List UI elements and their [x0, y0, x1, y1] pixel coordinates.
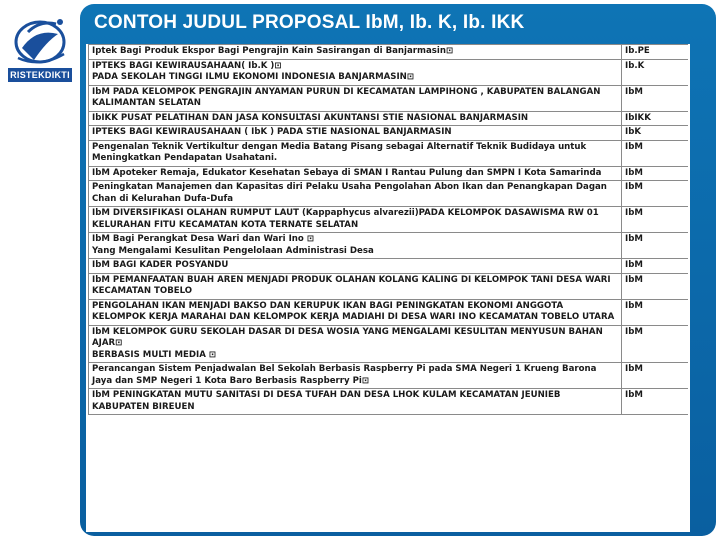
proposal-title-cell: IbM KELOMPOK GURU SEKOLAH DASAR DI DESA WOSIA YANG MENGALAMI KESULITAN MENYUSUN BAHAN AJAR⊡ BERBASIS MULTI MEDIA ⊡: [89, 325, 622, 363]
proposal-table-container: [88, 44, 688, 532]
proposal-type-cell: IbK: [622, 126, 689, 141]
proposal-title-cell: IbM PADA KELOMPOK PENGRAJIN ANYAMAN PURUN DI KECAMATAN LAMPIHONG , KABUPATEN BALANGAN KALIMANTAN SELATAN: [89, 85, 622, 111]
proposal-table: [88, 44, 688, 415]
proposal-title-cell: PENGOLAHAN IKAN MENJADI BAKSO DAN KERUPUK IKAN BAGI PENINGKATAN EKONOMI ANGGOTA KELOMPOK KERJA MARAHAI DAN KELOMPOK KERJA MADIAHI DI DESA WARI INO KECAMATAN TOBELO UTARA: [89, 299, 622, 325]
proposal-title-cell: IbM Bagi Perangkat Desa Wari dan Wari Ino ⊡ Yang Mengalami Kesulitan Pengelolaan Administrasi Desa: [89, 233, 622, 259]
proposal-type-cell: IbM: [622, 389, 689, 415]
proposal-type-cell: IbM: [622, 181, 689, 207]
proposal-type-cell: IbM: [622, 207, 689, 233]
table-row: [89, 111, 689, 126]
table-row: [89, 299, 689, 325]
table-row: [89, 273, 689, 299]
table-row: [89, 325, 689, 363]
proposal-title-cell: IPTEKS BAGI KEWIRAUSAHAAN ( IbK ) PADA STIE NASIONAL BANJARMASIN: [89, 126, 622, 141]
proposal-type-cell: Ib.PE: [622, 45, 689, 60]
proposal-title-cell: Pengenalan Teknik Vertikultur dengan Media Batang Pisang sebagai Alternatif Teknik Budidaya untuk Meningkatkan Pendapatan Usahatani.: [89, 140, 622, 166]
table-row: [89, 140, 689, 166]
proposal-type-cell: IbM: [622, 363, 689, 389]
table-row: [89, 166, 689, 181]
table-row: [89, 59, 689, 85]
table-row: [89, 363, 689, 389]
proposal-type-cell: IbM: [622, 140, 689, 166]
proposal-type-cell: IbM: [622, 325, 689, 363]
table-row: [89, 389, 689, 415]
slide-title: CONTOH JUDUL PROPOSAL IbM, Ib. K, Ib. IKK: [94, 12, 525, 33]
proposal-title-cell: Iptek Bagi Produk Ekspor Bagi Pengrajin Kain Sasirangan di Banjarmasin⊡: [89, 45, 622, 60]
table-row: [89, 126, 689, 141]
logo-text: RISTEKDIKTI: [8, 68, 72, 82]
table-row: [89, 85, 689, 111]
proposal-type-cell: IbM: [622, 166, 689, 181]
proposal-title-cell: IbM DIVERSIFIKASI OLAHAN RUMPUT LAUT (Kappaphycus alvarezii)PADA KELOMPOK DASAWISMA RW 01 KELURAHAN FITU KECAMATAN KOTA TERNATE SELATAN: [89, 207, 622, 233]
proposal-title-cell: IbIKK PUSAT PELATIHAN DAN JASA KONSULTASI AKUNTANSI STIE NASIONAL BANJARMASIN: [89, 111, 622, 126]
proposal-type-cell: IbM: [622, 299, 689, 325]
proposal-title-cell: Peningkatan Manajemen dan Kapasitas diri Pelaku Usaha Pengolahan Abon Ikan dan Penangkapan Dagan Chan di Kelurahan Dufa-Dufa: [89, 181, 622, 207]
proposal-type-cell: Ib.K: [622, 59, 689, 85]
proposal-title-cell: IbM PEMANFAATAN BUAH AREN MENJADI PRODUK OLAHAN KOLANG KALING DI KELOMPOK TANI DESA WARI KECAMATAN TOBELO: [89, 273, 622, 299]
proposal-type-cell: IbM: [622, 85, 689, 111]
table-row: [89, 259, 689, 274]
proposal-title-cell: IbM BAGI KADER POSYANDU: [89, 259, 622, 274]
table-row: [89, 233, 689, 259]
proposal-title-cell: IPTEKS BAGI KEWIRAUSAHAAN( Ib.K )⊡ PADA SEKOLAH TINGGI ILMU EKONOMI INDONESIA BANJARMASIN⊡: [89, 59, 622, 85]
table-row: [89, 207, 689, 233]
proposal-title-cell: IbM Apoteker Remaja, Edukator Kesehatan Sebaya di SMAN I Rantau Pulung dan SMPN I Kota Samarinda: [89, 166, 622, 181]
proposal-title-cell: Perancangan Sistem Penjadwalan Bel Sekolah Berbasis Raspberry Pi pada SMA Negeri 1 Krueng Barona Jaya dan SMP Negeri 1 Kota Baro Berbasis Raspberry Pi⊡: [89, 363, 622, 389]
proposal-type-cell: IbM: [622, 273, 689, 299]
table-row: [89, 181, 689, 207]
proposal-title-cell: IbM PENINGKATAN MUTU SANITASI DI DESA TUFAH DAN DESA LHOK KULAM KECAMATAN JEUNIEB KABUPATEN BIREUEN: [89, 389, 622, 415]
proposal-type-cell: IbM: [622, 233, 689, 259]
proposal-type-cell: IbIKK: [622, 111, 689, 126]
proposal-type-cell: IbM: [622, 259, 689, 274]
table-row: [89, 45, 689, 60]
